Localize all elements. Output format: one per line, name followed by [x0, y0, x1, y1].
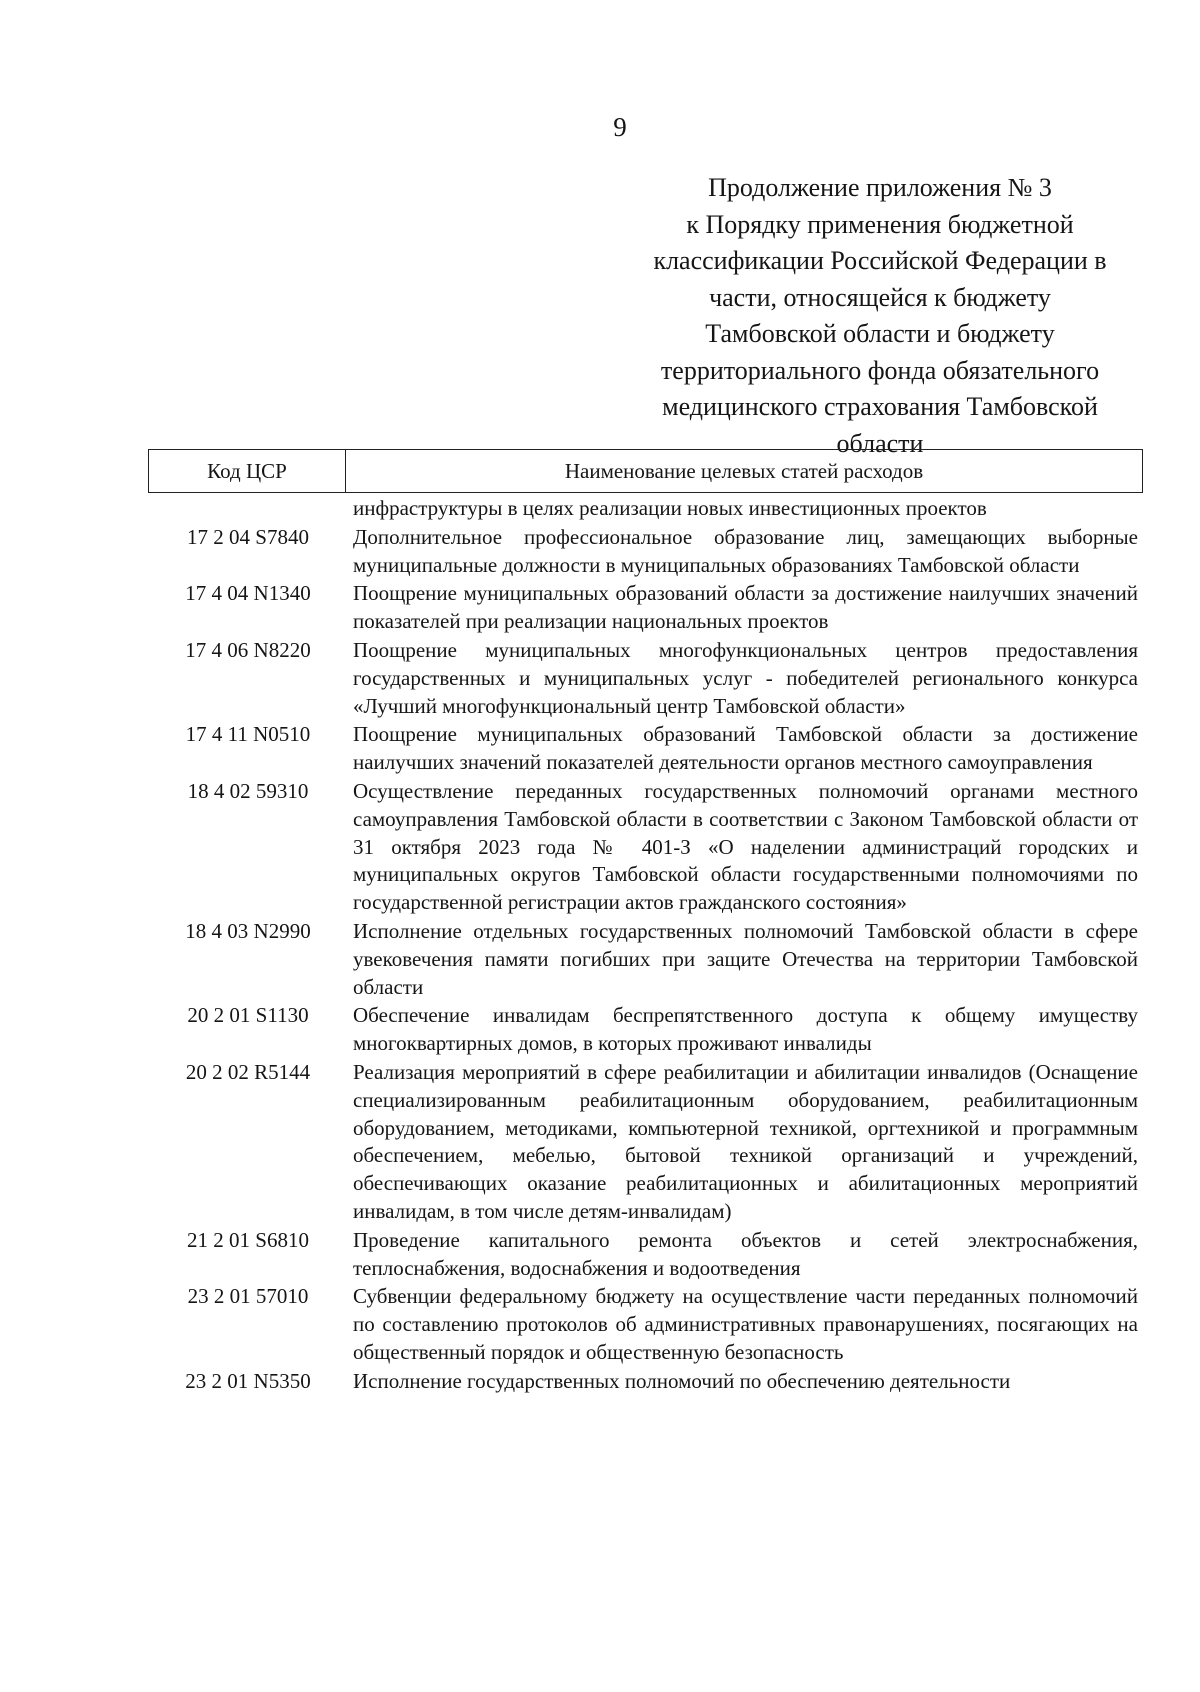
row-code: 20 2 02 R5144 [185, 1059, 311, 1084]
column-header-code: Код ЦСР [149, 450, 346, 492]
table-row [148, 637, 1143, 720]
row-code: 23 2 01 N5350 [185, 1368, 311, 1393]
table-row [148, 1368, 1143, 1396]
appendix-header-line: Продолжение приложения № 3 [708, 173, 1052, 202]
row-name: инфраструктуры в целях реализации новых инвестиционных проектов [353, 496, 987, 520]
appendix-header-line: классификации Российской Федерации в [653, 246, 1107, 275]
table-row [148, 580, 1143, 636]
page-number: 9 [613, 112, 627, 142]
row-name: Поощрение муниципальных образований Тамбовской области за достижение наилучших значений показателей деятельности органов местного самоуправления [353, 722, 1138, 775]
table-row [148, 778, 1143, 917]
row-name: Поощрение муниципальных многофункциональных центров предоставления государственных и муниципальных услуг - победителей регионального конкурса «Лучший многофункциональный центр Тамбовской области» [353, 637, 1138, 718]
table-row-continuation [148, 495, 1143, 523]
row-name: Дополнительное профессиональное образование лиц, замещающих выборные муниципальные должности в муниципальных образованиях Тамбовской области [353, 524, 1138, 577]
row-code: 17 4 06 N8220 [185, 637, 311, 662]
table-row [148, 918, 1143, 1001]
row-name: Поощрение муниципальных образований области за достижение наилучших значений показателей при реализации национальных проектов [353, 581, 1138, 634]
appendix-header-line: области [836, 428, 924, 458]
row-code: 17 4 04 N1340 [185, 581, 311, 606]
row-name: Исполнение государственных полномочий по обеспечению деятельности [353, 1368, 1011, 1393]
table-row [148, 1059, 1143, 1226]
row-code: 17 4 11 N0510 [185, 722, 311, 747]
row-name: Исполнение отдельных государственных полномочий Тамбовской области в сфере увековечения памяти погибших при защите Отечества на территории Тамбовской области [353, 918, 1138, 999]
row-code: 17 2 04 S7840 [187, 524, 309, 549]
row-name: Обеспечение инвалидам беспрепятственного доступа к общему имуществу многоквартирных домов, в которых проживают инвалиды [353, 1003, 1138, 1056]
table-row [148, 721, 1143, 777]
appendix-header-line: территориального фонда обязательного [660, 355, 1100, 385]
table-row [148, 1002, 1143, 1058]
appendix-header-line: Тамбовской области и бюджету [705, 319, 1055, 348]
row-code: 23 2 01 57010 [187, 1284, 309, 1309]
table-body [148, 495, 1143, 1397]
row-name: Проведение капитального ремонта объектов и сетей электроснабжения, теплоснабжения, водоснабжения и водоотведения [353, 1227, 1138, 1280]
table-row [148, 1283, 1143, 1366]
row-name: Осуществление переданных государственных полномочий органами местного самоуправления Тамбовской области в соответствии с Законом Тамбовской области от 31 октября 2023 года № 401-З «О наделении администраций городских и муниципальных округов Тамбовской области государственными полномочиями по государственной регистрации актов гражданского состояния» [353, 778, 1138, 915]
appendix-header [620, 170, 1140, 462]
row-code: 18 4 03 N2990 [185, 918, 311, 943]
row-code: 20 2 01 S1130 [187, 1003, 309, 1028]
table-row [148, 1227, 1143, 1283]
row-name: Реализация мероприятий в сфере реабилитации и абилитации инвалидов (Оснащение специализированным реабилитационным оборудованием, реабилитационным оборудованием, методиками, компьютерной техникой, оргтехникой и программным обеспечением, мебелью, бытовой техникой организаций и учреждений, обеспечивающих оказание реабилитационных и абилитационных мероприятий инвалидам, в том числе детям-инвалидам) [353, 1059, 1138, 1223]
row-code [148, 495, 348, 523]
appendix-header-line: части, относящейся к бюджету [709, 282, 1051, 312]
table-header [148, 449, 1143, 493]
table-row [148, 524, 1143, 580]
appendix-header-line: к Порядку применения бюджетной [686, 209, 1074, 239]
appendix-header-line: медицинского страхования Тамбовской [662, 392, 1098, 421]
row-code: 18 4 02 59310 [187, 778, 309, 803]
row-code: 21 2 01 S6810 [187, 1227, 309, 1252]
column-header-name: Наименование целевых статей расходов [564, 458, 924, 483]
row-name: Субвенции федеральному бюджету на осуществление части переданных полномочий по составлению протоколов об административных правонарушениях, посягающих на общественный порядок и общественную безопасность [353, 1284, 1138, 1364]
